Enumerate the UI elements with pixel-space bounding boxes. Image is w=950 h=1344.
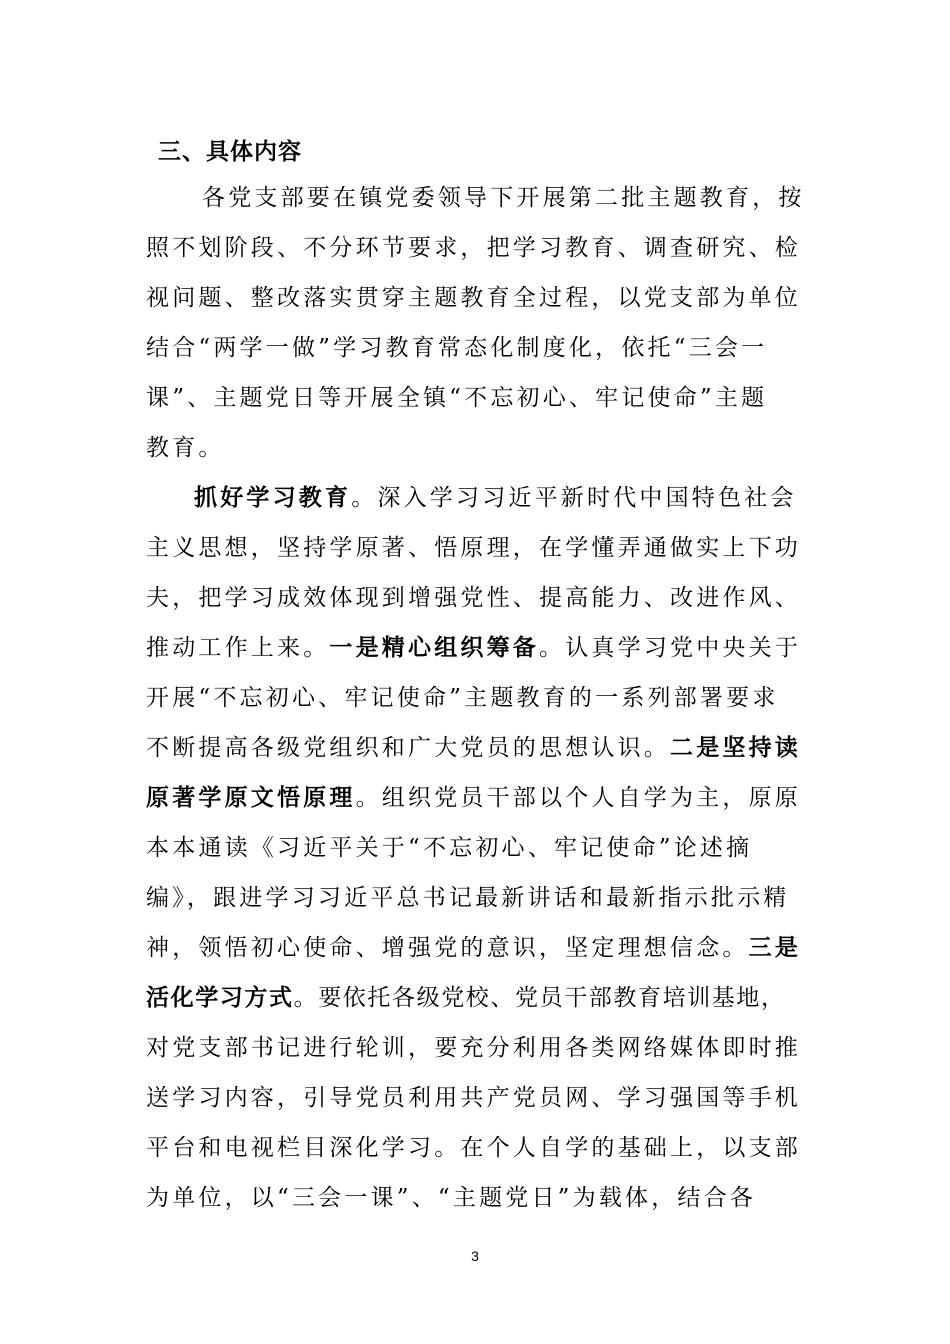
paragraph2-line14: 平台和电视栏目深化学习。在个人自学的基础上，以支部 [146,1135,801,1161]
paragraph1-line1: 各党支部要在镇党委领导下开展第二批主题教育，按 [202,185,805,211]
paragraph2-line10 [146,928,801,968]
paragraph1-line3: 视问题、整改落实贯穿主题教育全过程，以党支部为单位 [146,285,801,311]
section-heading: 三、具体内容 [158,138,302,165]
page-number: 3 [471,1248,479,1264]
paragraph2-line13: 送学习内容，引导党员利用共产党员网、学习强国等手机 [146,1085,801,1111]
paragraph2-line11 [146,978,786,1018]
paragraph2-line9: 编》，跟进学习习近平总书记最新讲话和最新指示批示精 [146,885,790,911]
paragraph1-line6: 教育。 [146,435,225,461]
paragraph2-line4 [146,628,801,668]
text-run: 。组织党员干部以个人自学为主，原原 [355,785,802,811]
text-run: 。认真学习党中央关于 [539,635,802,661]
bold-phrase-study-education: 抓好学习教育 [194,484,352,511]
paragraph2-line1 [194,478,797,518]
paragraph2-line3: 夫，把学习成效体现到增强党性、提高能力、改进作风、 [146,585,801,611]
text-run: 神，领悟初心使命、增强党的意识，坚定理想信念。 [146,935,749,961]
paragraph2-line5: 开展“不忘初心、牢记使命”主题教育的一系列部署要求 [146,685,779,711]
bold-phrase-second-point: 二是坚持读 [670,734,801,761]
text-run: 推动工作上来。 [146,635,330,661]
bold-phrase-first-point: 一是精心组织筹备 [329,634,540,661]
text-run: 不断提高各级党组织和广大党员的思想认识。 [146,735,670,761]
paragraph1-line4: 结合“两学一做”学习教育常态化制度化，依托“三会一 [146,335,768,361]
text-run: 。深入学习习近平新时代中国特色社会 [351,485,797,511]
text-run: 。要依托各级党校、党员干部教育培训基地， [293,985,786,1011]
paragraph2-line8: 本本通读《习近平关于“不忘初心、牢记使命”论述摘 [146,835,753,861]
bold-phrase-third-point: 三是 [748,934,802,961]
paragraph2-line12: 对党支部书记进行轮训，要充分利用各类网络媒体即时推 [146,1035,801,1061]
bold-phrase-second-point-cont: 原著学原文悟原理 [146,784,356,811]
paragraph2-line7 [146,778,801,818]
paragraph2-line6 [146,728,801,768]
paragraph2-line2: 主义思想，坚持学原著、悟原理，在学懂弄通做实上下功 [146,535,801,561]
paragraph1-line2: 照不划阶段、不分环节要求，把学习教育、调查研究、检 [146,235,801,261]
paragraph2-line15: 为单位，以“三会一课”、“主题党日”为载体，结合各 [146,1185,757,1211]
paragraph1-line5: 课”、主题党日等开展全镇“不忘初心、牢记使命”主题 [146,385,768,411]
bold-phrase-third-point-cont: 活化学习方式 [146,984,294,1011]
